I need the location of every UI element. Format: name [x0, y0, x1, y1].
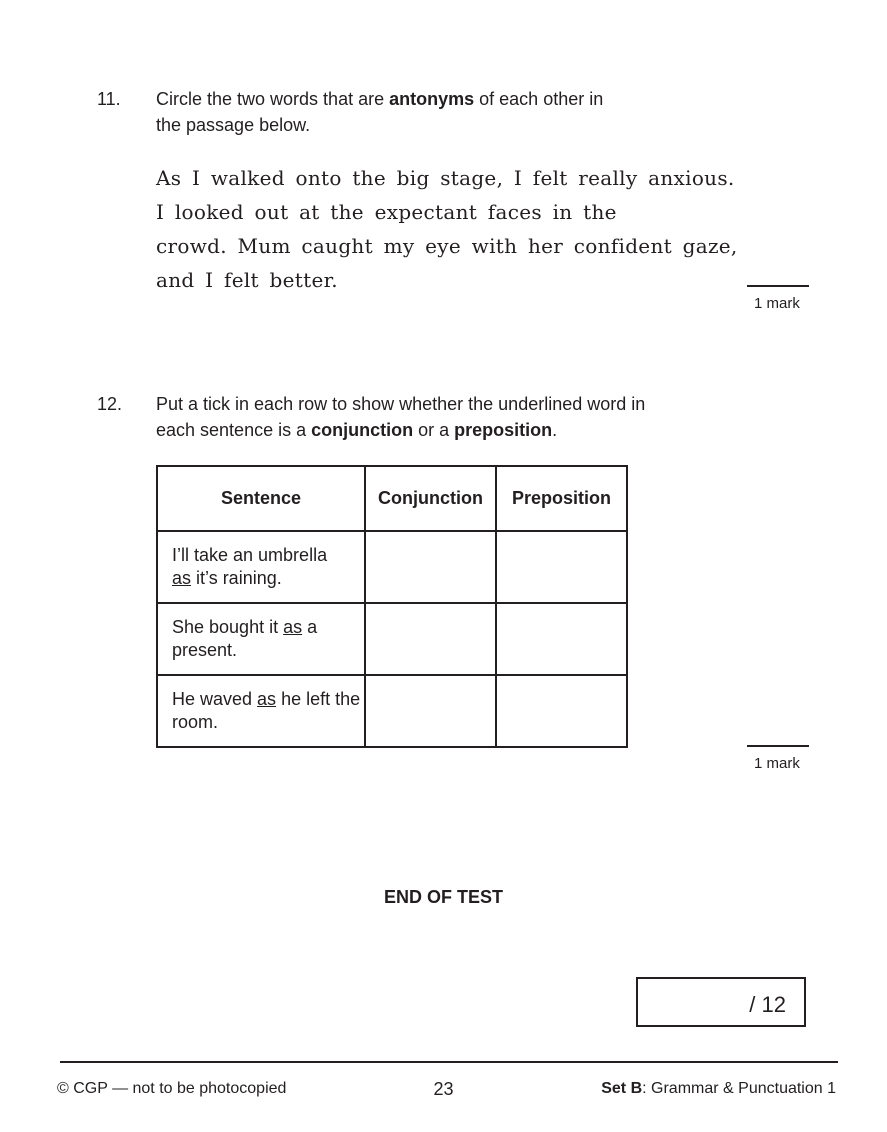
preposition-tick-cell[interactable] — [496, 603, 627, 675]
mark-label: 1 mark — [754, 755, 800, 772]
score-total: / 12 — [749, 992, 786, 1017]
prompt-text: each sentence is a — [156, 420, 312, 440]
table-row — [157, 675, 627, 747]
table-row — [157, 531, 627, 603]
underlined-word: as — [172, 568, 192, 588]
passage — [156, 161, 738, 297]
mark-line — [747, 745, 809, 747]
conjunction-tick-cell[interactable] — [365, 531, 496, 603]
sentence-cell — [157, 531, 365, 603]
question-11-number: 11. — [97, 89, 121, 109]
conjunction-tick-cell[interactable] — [365, 675, 496, 747]
prompt-text: Circle the two words that are — [156, 89, 390, 109]
prompt-keyword: antonyms — [389, 89, 475, 109]
set-label: Set B — [601, 1080, 643, 1097]
question-12-number: 12. — [97, 394, 123, 414]
footer-copyright: © CGP — not to be photocopied — [57, 1080, 287, 1097]
conjunction-tick-cell[interactable] — [365, 603, 496, 675]
prompt-text: Put a tick in each row to show whether the underlined word in — [156, 394, 646, 414]
passage-line[interactable]: crowd. Mum caught my eye with her confident gaze, — [156, 234, 738, 258]
sentence-cell — [157, 675, 365, 747]
prompt-text: or a — [413, 420, 455, 440]
question-11-prompt — [156, 86, 716, 138]
prompt-keyword: preposition — [454, 420, 553, 440]
question-12-prompt — [156, 391, 736, 443]
preposition-tick-cell[interactable] — [496, 531, 627, 603]
table-row — [157, 603, 627, 675]
header-sentence: Sentence — [157, 466, 365, 531]
end-of-test-heading: END OF TEST — [383, 887, 503, 907]
sentence-text: he left the room. — [172, 689, 361, 732]
set-subject: : Grammar & Punctuation 1 — [642, 1080, 836, 1097]
underlined-word: as — [283, 617, 303, 637]
footer-set-title — [601, 1080, 836, 1098]
table-header-row — [157, 466, 627, 531]
sentence-text: it’s raining. — [191, 568, 282, 588]
footer-divider — [60, 1061, 838, 1063]
page-number: 23 — [433, 1079, 454, 1099]
header-preposition: Preposition — [496, 466, 627, 531]
prompt-keyword: conjunction — [311, 420, 414, 440]
sentence-text: I’ll take an umbrella — [172, 545, 328, 565]
sentence-text: He waved — [172, 689, 258, 709]
mark-line — [747, 285, 809, 287]
prompt-text: of each other in — [474, 89, 604, 109]
sentence-cell — [157, 603, 365, 675]
score-box[interactable] — [636, 977, 806, 1027]
prompt-text: the passage below. — [156, 115, 311, 135]
preposition-tick-cell[interactable] — [496, 675, 627, 747]
passage-line[interactable]: As I walked onto the big stage, I felt really anxious. — [156, 166, 735, 190]
prompt-text: . — [552, 420, 558, 440]
sentence-text: She bought it — [172, 617, 284, 637]
sentence-text: a present. — [172, 617, 318, 660]
mark-label: 1 mark — [754, 295, 800, 312]
header-conjunction: Conjunction — [365, 466, 496, 531]
underlined-word: as — [257, 689, 277, 709]
answer-table — [156, 465, 628, 748]
passage-line[interactable]: I looked out at the expectant faces in the — [156, 200, 617, 224]
passage-line[interactable]: and I felt better. — [156, 268, 338, 292]
